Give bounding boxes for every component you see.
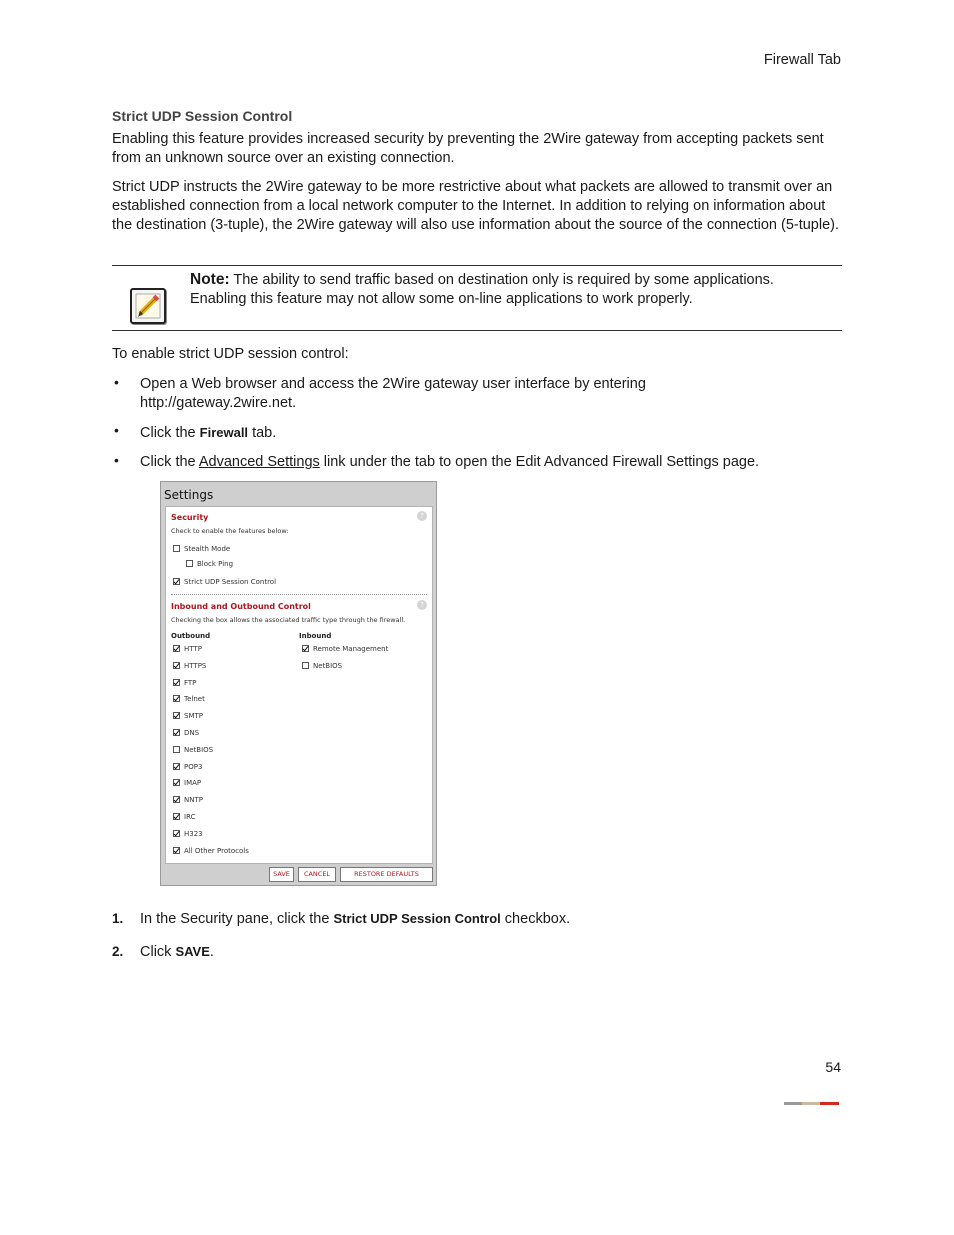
protocol-checkbox[interactable] [302, 662, 342, 670]
checkbox-label: Stealth Mode [184, 545, 231, 553]
help-icon[interactable]: ? [417, 511, 427, 521]
checkbox-label: IRC [184, 813, 196, 821]
checkbox-box[interactable] [173, 645, 180, 652]
paragraph-1: Enabling this feature provides increased security by preventing the 2Wire gateway from accepting packets sent from an unknown source over an existing connection. [112, 131, 824, 166]
help-icon[interactable]: ? [417, 600, 427, 610]
security-title: Security [171, 513, 209, 522]
checkbox-box[interactable] [173, 763, 180, 770]
intro-text: To enable strict UDP session control: [112, 346, 349, 362]
checkbox-label: All Other Protocols [184, 846, 249, 855]
advanced-settings-link[interactable]: Advanced Settings [198, 454, 320, 470]
checkbox-label: Strict UDP Session Control [184, 578, 277, 586]
protocol-checkbox[interactable] [173, 695, 205, 703]
settings-panel [165, 506, 433, 864]
strict-udp-term: Strict UDP Session Control [333, 911, 501, 926]
checkbox-box[interactable] [173, 662, 180, 669]
strict-udp-checkbox[interactable] [173, 578, 276, 586]
step-text-pre: In the Security pane, click the [140, 911, 334, 927]
checkbox-label: IMAP [184, 779, 202, 788]
protocol-checkbox[interactable] [173, 830, 203, 838]
step-number: 1. [112, 911, 124, 926]
bullet-text [140, 423, 740, 443]
protocol-checkbox[interactable] [173, 763, 202, 771]
step-text-post: . [209, 944, 214, 960]
step-text-post: checkbox. [500, 911, 571, 927]
bullet-text [140, 453, 840, 472]
protocol-checkbox[interactable] [173, 712, 203, 720]
checkbox-box[interactable] [173, 695, 180, 702]
page-number: 54 [825, 1059, 841, 1075]
protocol-checkbox[interactable] [173, 779, 201, 787]
checkbox-label: HTTPS [184, 661, 207, 670]
bullet-text-post: tab. [248, 425, 277, 441]
running-header: Firewall Tab [763, 52, 841, 68]
section-heading: Strict UDP Session Control [112, 108, 293, 124]
settings-screenshot [160, 481, 437, 886]
inbound-label: Inbound [299, 632, 332, 640]
protocol-checkbox[interactable] [173, 729, 199, 737]
bullet-marker: • [114, 374, 119, 390]
bullet-text-pre: Click the [140, 454, 199, 470]
protocol-checkbox[interactable] [173, 796, 203, 804]
pencil-note-icon [130, 288, 166, 324]
checkbox-box[interactable] [173, 796, 180, 803]
cancel-button[interactable]: CANCEL [298, 867, 336, 882]
protocol-checkbox[interactable] [173, 746, 213, 754]
checkbox-box[interactable] [173, 679, 180, 686]
footer-bar-segment [784, 1102, 802, 1105]
checkbox-label: FTP [184, 678, 197, 687]
bullet-text-post: link under the tab to open the Edit Advanced Firewall Settings page. [319, 454, 760, 470]
checkbox-label: POP3 [184, 762, 203, 771]
block-ping-checkbox[interactable] [186, 560, 233, 568]
outbound-label: Outbound [171, 632, 211, 640]
section-divider [171, 594, 427, 595]
checkbox-box[interactable] [173, 712, 180, 719]
checkbox-label: Telnet [184, 695, 205, 704]
note-box [112, 265, 842, 331]
save-term: SAVE [175, 944, 210, 959]
security-subtitle: Check to enable the features below: [171, 527, 289, 535]
footer-bar-segment [820, 1102, 839, 1105]
checkbox-label: NetBIOS [313, 661, 343, 670]
checkbox-box[interactable] [302, 645, 309, 652]
protocol-checkbox[interactable] [173, 662, 206, 670]
checkbox-label: Block Ping [197, 560, 234, 568]
bullet-text-pre: Click the [140, 425, 200, 441]
checkbox-box[interactable] [186, 560, 193, 567]
protocol-checkbox[interactable] [302, 645, 388, 653]
protocol-checkbox[interactable] [173, 813, 195, 821]
checkbox-label: Remote Management [313, 645, 389, 653]
checkbox-box[interactable] [173, 813, 180, 820]
note-text [190, 270, 830, 309]
footer-bar-segment [802, 1102, 820, 1105]
note-label: Note: [190, 271, 230, 288]
checkbox-label: NetBIOS [184, 745, 214, 754]
checkbox-box[interactable] [173, 545, 180, 552]
step-text [140, 942, 214, 962]
stealth-mode-checkbox[interactable] [173, 545, 230, 553]
step-text [140, 909, 570, 929]
protocol-checkbox[interactable] [173, 847, 249, 855]
firewall-term: Firewall [199, 425, 249, 440]
checkbox-box[interactable] [173, 779, 180, 786]
bullet-marker: • [114, 422, 119, 438]
checkbox-label: HTTP [184, 645, 202, 653]
checkbox-label: SMTP [184, 712, 203, 721]
note-body: The ability to send traffic based on destination only is required by some applications. Enabling this feature may not allow some on-line applications to work properly. [190, 272, 774, 307]
inout-subtitle: Checking the box allows the associated traffic type through the firewall. [171, 616, 406, 624]
step-number: 2. [112, 944, 124, 959]
checkbox-label: DNS [184, 729, 200, 737]
checkbox-box[interactable] [173, 830, 180, 837]
inout-title: Inbound and Outbound Control [171, 602, 311, 611]
checkbox-box[interactable] [302, 662, 309, 669]
protocol-checkbox[interactable] [173, 645, 202, 653]
checkbox-box[interactable] [173, 847, 180, 854]
bullet-text: Open a Web browser and access the 2Wire gateway user interface by entering http://gateway.2wire.net. [140, 376, 646, 411]
checkbox-label: NNTP [184, 796, 203, 805]
bullet-marker: • [114, 452, 119, 468]
checkbox-label: H323 [184, 829, 203, 838]
checkbox-box[interactable] [173, 746, 180, 753]
settings-title: Settings [164, 488, 214, 502]
checkbox-box[interactable] [173, 729, 180, 736]
save-button[interactable]: SAVE [269, 867, 294, 882]
checkbox-box[interactable] [173, 578, 180, 585]
paragraph-2: Strict UDP instructs the 2Wire gateway to be more restrictive about what packets are allowed to transmit over an established connection from a local network computer to the Internet. In addition to relying on information about the destination (3-tuple), the 2Wire gateway will also use information about the source of the connection (5-tuple). [112, 179, 840, 233]
step-text-pre: Click [140, 944, 176, 960]
protocol-checkbox[interactable] [173, 679, 196, 687]
restore-defaults-button[interactable]: RESTORE DEFAULTS [340, 867, 433, 882]
